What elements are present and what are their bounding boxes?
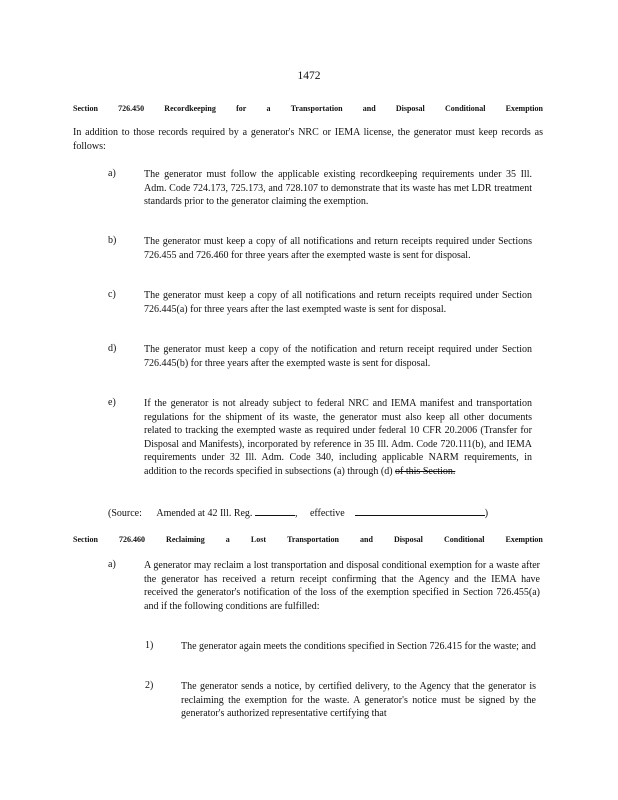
heading-word: and xyxy=(362,104,376,113)
effective-date-blank xyxy=(355,506,485,516)
section-726-450-heading xyxy=(73,104,543,113)
item-text: The generator must follow the applicable existing recordkeeping requirements under 35 Ill. Adm. Code 724.173, 725.173, and 728.107 to demonstrate that its waste has met LDR treatment standards prior to the generator claiming the exemption. xyxy=(144,169,532,208)
source-note: (Source: Amended at 42 Ill. Reg. , effective ) xyxy=(108,508,489,519)
item-text: The generator must keep a copy of all notifications and return receipts required under Sections 726.455 and 726.460 for three years after the exempted waste is sent for disposal. xyxy=(144,236,532,261)
heading-word: Reclaiming xyxy=(166,535,205,544)
heading-word: Exemption xyxy=(505,104,543,113)
heading-word: Disposal xyxy=(395,104,425,113)
intro-paragraph: In addition to those records required by a generator's NRC or IEMA license, the generator must keep records as follows: xyxy=(73,127,543,152)
source-effective: effective xyxy=(309,508,345,519)
heading-word: Exemption xyxy=(505,535,543,544)
subitem-text: The generator again meets the conditions specified in Section 726.415 for the waste; and xyxy=(181,641,536,652)
heading-word: for xyxy=(236,104,247,113)
page-number: 1472 xyxy=(297,70,321,82)
section-726-460-heading xyxy=(73,535,543,544)
register-blank xyxy=(255,506,295,516)
subitem-label: 1) xyxy=(145,640,154,651)
item-text: If the generator is not already subject to federal NRC and IEMA manifest and transportation regulations for the shipment of its waste, the generator must also keep all other documents related to tracking the exempted waste as required under federal 10 CFR 20.2006 (Transfer for Disposal and Manifests), incorporated by reference in 35 Ill. Adm. Code 720.111(b), and IEMA requirements under 32 Ill. Adm. Code 340, including applicable NARM requirements, in addition to the records specified in subsections (a) through (d) xyxy=(144,398,532,477)
subitem-text: The generator sends a notice, by certified delivery, to the Agency that the generator is reclaiming the exemption for the waste. A generator's notice must be signed by the generator's authorized representative certifying that xyxy=(181,681,536,720)
heading-word: Lost xyxy=(250,535,266,544)
subitem-label: 2) xyxy=(145,680,154,691)
item-label: c) xyxy=(108,289,116,300)
heading-word: Conditional xyxy=(444,104,486,113)
item-text: The generator must keep a copy of the notification and return receipt required under Section 726.445(b) for three years after the exempted waste is sent for disposal. xyxy=(144,344,532,369)
heading-word: and xyxy=(360,535,373,544)
heading-word: Section xyxy=(73,535,98,544)
item-label: d) xyxy=(108,343,117,354)
heading-word: 726.460 xyxy=(118,535,145,544)
item-label: a) xyxy=(108,559,116,570)
heading-word: 726.450 xyxy=(118,104,145,113)
heading-word: Transportation xyxy=(290,104,343,113)
heading-word: Section xyxy=(73,104,98,113)
heading-word: Recordkeeping xyxy=(164,104,216,113)
item-text: A generator may reclaim a lost transportation and disposal conditional exemption for a waste after the generator has received a return receipt confirming that the Agency and the IEMA have received the generator's notification of the loss of the exemption specified in Section 726.455(a) and if the following conditions are fulfilled: xyxy=(144,560,540,612)
item-label: a) xyxy=(108,168,116,179)
item-text-e xyxy=(144,397,532,479)
item-label: b) xyxy=(108,235,117,246)
heading-word: Transportation xyxy=(287,535,339,544)
heading-word: Disposal xyxy=(394,535,423,544)
source-amended: Amended at 42 Ill. Reg. xyxy=(156,508,253,519)
item-text: The generator must keep a copy of all notifications and return receipts required under Section 726.445(a) for three years after the last exempted waste is sent for disposal. xyxy=(144,290,532,315)
source-close: ) xyxy=(484,508,489,519)
heading-word: a xyxy=(266,104,271,113)
heading-word: a xyxy=(225,535,230,544)
heading-word: Conditional xyxy=(443,535,485,544)
source-open: (Source: xyxy=(108,508,142,519)
struck-text: of this Section. xyxy=(395,465,456,477)
item-label: e) xyxy=(108,397,116,408)
